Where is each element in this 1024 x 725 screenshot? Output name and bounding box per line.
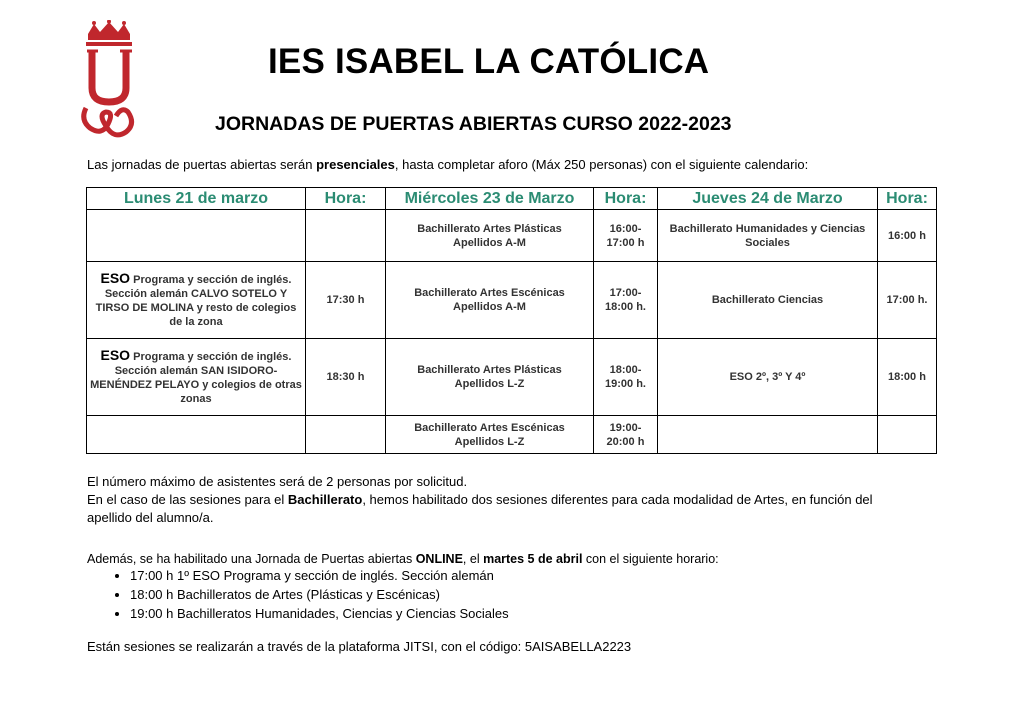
wednesday-time-cell: 18:00- 19:00 h. <box>594 339 658 416</box>
wednesday-time-cell: 17:00- 18:00 h. <box>594 262 658 339</box>
table-row <box>87 210 937 262</box>
list-item: • 17:00 h 1º ESO Programa y sección de inglés. Sección alemán <box>130 566 509 585</box>
wednesday-cell: Bachillerato Artes Escénicas Apellidos A-M <box>386 262 594 339</box>
wednesday-cell: Bachillerato Artes Plásticas Apellidos A-M <box>386 210 594 262</box>
school-crest-logo <box>78 20 140 142</box>
monday-cell: ESO Programa y sección de inglés. Sección alemán SAN ISIDORO-MENÉNDEZ PELAYO y colegios de otras zonas <box>87 339 306 416</box>
monday-cell: ESO Programa y sección de inglés. Sección alemán CALVO SOTELO Y TIRSO DE MOLINA y resto de colegios de la zona <box>87 262 306 339</box>
header-thursday: Jueves 24 de Marzo <box>658 188 878 210</box>
list-item: • 18:00 h Bachilleratos de Artes (Plásticas y Escénicas) <box>130 585 509 604</box>
thursday-cell: Bachillerato Ciencias <box>658 262 878 339</box>
wednesday-time-cell: 19:00- 20:00 h <box>594 416 658 454</box>
page-title: IES ISABEL LA CATÓLICA <box>268 42 710 81</box>
header-monday: Lunes 21 de marzo <box>87 188 306 210</box>
page-subtitle: JORNADAS DE PUERTAS ABIERTAS CURSO 2022-2023 <box>215 113 732 135</box>
online-session-intro: Además, se ha habilitado una Jornada de Puertas abiertas ONLINE, el martes 5 de abril con el siguiente horario: <box>87 552 719 566</box>
thursday-time-cell: 17:00 h. <box>878 262 937 339</box>
thursday-time-cell: 16:00 h <box>878 210 937 262</box>
monday-cell <box>87 416 306 454</box>
monday-time-cell <box>306 416 386 454</box>
thursday-time-cell: 18:00 h <box>878 339 937 416</box>
header-hour: Hora: <box>594 188 658 210</box>
wednesday-cell: Bachillerato Artes Plásticas Apellidos L-Z <box>386 339 594 416</box>
thursday-time-cell <box>878 416 937 454</box>
thursday-cell <box>658 416 878 454</box>
header-hour: Hora: <box>306 188 386 210</box>
wednesday-cell: Bachillerato Artes Escénicas Apellidos L-Z <box>386 416 594 454</box>
monday-time-cell <box>306 210 386 262</box>
monday-time-cell: 17:30 h <box>306 262 386 339</box>
notes-paragraph <box>87 473 917 527</box>
jitsi-code-note: Están sesiones se realizarán a través de la plataforma JITSI, con el código: 5AISABELLA2223 <box>87 639 632 654</box>
list-item: • 19:00 h Bachilleratos Humanidades, Ciencias y Ciencias Sociales <box>130 604 509 623</box>
monday-cell <box>87 210 306 262</box>
header-hour: Hora: <box>878 188 937 210</box>
max-attendees-note: El número máximo de asistentes será de 2 personas por solicitud. <box>87 474 468 489</box>
thursday-cell: Bachillerato Humanidades y Ciencias Sociales <box>658 210 878 262</box>
wednesday-time-cell: 16:00- 17:00 h <box>594 210 658 262</box>
thursday-cell: ESO 2º, 3º Y 4º <box>658 339 878 416</box>
online-session-list <box>87 566 509 623</box>
schedule-table <box>86 187 937 454</box>
table-header-row <box>87 188 937 210</box>
table-row <box>87 416 937 454</box>
intro-paragraph: Las jornadas de puertas abiertas serán presenciales, hasta completar aforo (Máx 250 personas) con el siguiente calendario: <box>87 157 809 172</box>
table-row <box>87 339 937 416</box>
table-row <box>87 262 937 339</box>
header-wednesday: Miércoles 23 de Marzo <box>386 188 594 210</box>
bachillerato-note: En el caso de las sesiones para el Bachillerato, hemos habilitado dos sesiones diferentes para cada modalidad de Artes, en función del apellido del alumno/a. <box>87 492 873 525</box>
monday-time-cell: 18:30 h <box>306 339 386 416</box>
